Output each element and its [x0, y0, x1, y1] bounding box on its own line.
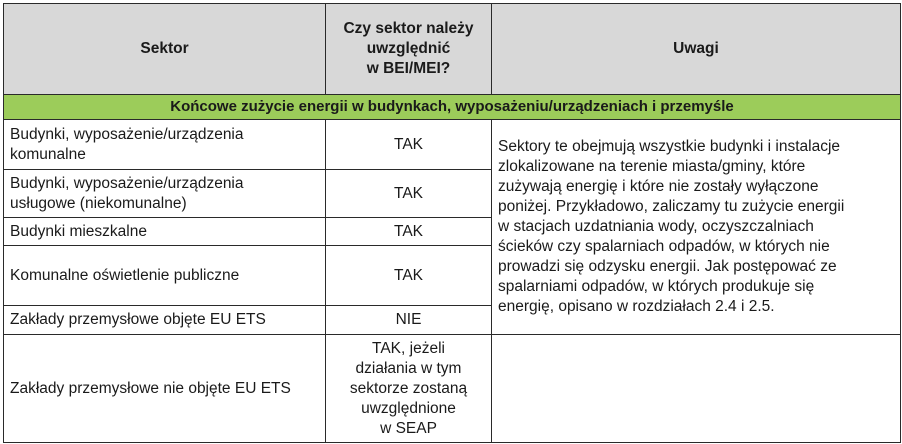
- include-line: w SEAP: [380, 419, 437, 437]
- header-row: [4, 4, 901, 95]
- notes-line: spalarniami odpadów, w których produkuje się: [498, 278, 815, 295]
- sector-cell: Zakłady przemysłowe objęte EU ETS: [4, 306, 326, 335]
- sector-line: Budynki, wyposażenie/urządzenia: [10, 174, 244, 192]
- group-title: Końcowe zużycie energii w budynkach, wyposażeniu/urządzeniach i przemyśle: [4, 95, 901, 120]
- sector-cell: Komunalne oświetlenie publiczne: [4, 246, 326, 306]
- notes-line: poniżej. Przykładowo, zaliczamy tu zużycie energii: [498, 198, 845, 215]
- include-line: TAK, jeżeli: [372, 339, 445, 357]
- include-cell: TAK: [326, 170, 492, 218]
- sector-cell: Zakłady przemysłowe nie objęte EU ETS: [4, 335, 326, 443]
- sector-cell: [4, 120, 326, 170]
- include-line: działania w tym: [355, 359, 462, 377]
- table-row: [4, 335, 901, 443]
- notes-cell-empty: [492, 335, 901, 443]
- sector-table: [3, 3, 901, 443]
- notes-line: w stacjach uzdatniania wody, oczyszczalniach: [498, 218, 814, 235]
- header-sector: Sektor: [4, 4, 326, 95]
- header-include-line: uwzględnić: [366, 40, 451, 57]
- include-cell: NIE: [326, 306, 492, 335]
- sector-line: usługowe (niekomunalne): [10, 194, 187, 212]
- notes-line: zlokalizowane na terenie miasta/gminy, które: [498, 158, 806, 175]
- notes-cell: [492, 120, 901, 335]
- include-line: sektorze zostaną: [349, 379, 468, 397]
- notes-line: prowadzi się odzysku energii. Jak postępować ze: [498, 258, 837, 275]
- sector-cell: Budynki mieszkalne: [4, 218, 326, 246]
- include-cell: TAK: [326, 246, 492, 306]
- group-row: [4, 95, 901, 120]
- header-include-line: w BEI/MEI?: [366, 60, 451, 77]
- header-include: [326, 4, 492, 95]
- header-include-line: Czy sektor należy: [343, 20, 474, 37]
- header-notes: Uwagi: [492, 4, 901, 95]
- sector-line: Budynki, wyposażenie/urządzenia: [10, 125, 244, 143]
- notes-line: ścieków czy spalarniach odpadów, w których nie: [498, 238, 830, 255]
- include-cell: TAK: [326, 120, 492, 170]
- notes-line: energię, opisano w rozdziałach 2.4 i 2.5.: [498, 298, 775, 315]
- table-row: [4, 120, 901, 170]
- notes-line: zużywają energię i które nie zostały wyłączone: [498, 178, 819, 195]
- include-cell: TAK: [326, 218, 492, 246]
- include-line: uwzględnione: [361, 399, 456, 417]
- sector-line: komunalne: [10, 145, 86, 163]
- notes-line: Sektory te obejmują wszystkie budynki i instalacje: [498, 138, 841, 155]
- sector-cell: [4, 170, 326, 218]
- include-cell: [326, 335, 492, 443]
